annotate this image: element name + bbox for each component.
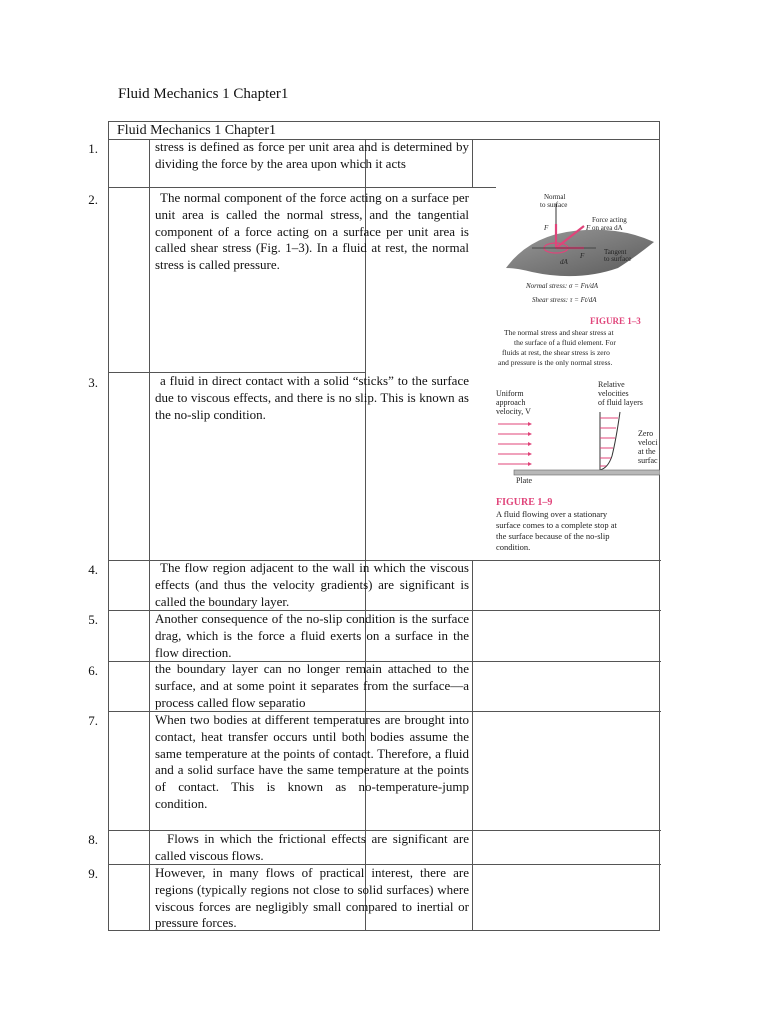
- figure-1-9: [494, 378, 660, 560]
- column-divider: [149, 139, 150, 930]
- label-plate: Plate: [516, 476, 532, 485]
- label-normal-2: to surface: [540, 201, 568, 209]
- row-text: stress is defined as force per unit area and is determined by dividing the force by the area upon which it acts: [155, 139, 469, 171]
- caption-line-3: the surface because of the no-slip: [496, 531, 610, 541]
- row-text: a fluid in direct contact with a solid “sticks” to the surface due to viscous effects, and there is no slip. This is known as the no-slip condition.: [155, 373, 469, 422]
- page-title: Fluid Mechanics 1 Chapter1: [118, 86, 289, 102]
- row-number: 8.: [88, 832, 98, 847]
- label-tangent: Tangent: [604, 248, 627, 256]
- label-zero-4: surfac: [638, 456, 658, 465]
- row-text: The flow region adjacent to the wall in which the viscous effects (and thus the velocity gradients) are significant is called the boundary layer.: [155, 560, 469, 609]
- label-force: Force acting: [592, 216, 627, 224]
- approach-arrowheads: [528, 422, 532, 466]
- row-text: the boundary layer can no longer remain attached to the surface, and at some point it separates from the surface—a process called flow separatio: [155, 661, 469, 710]
- equation-shear: Shear stress: τ = Ft/dA: [532, 296, 597, 304]
- row-number: 9.: [88, 866, 98, 881]
- row-number: 6.: [88, 663, 98, 678]
- row-text: The normal component of the force acting on a surface per unit area is called the normal stress, and the tangential component of a force acting on a surface per unit area is called shear stress (Fig. 1–3). In a fluid at rest, the normal stress is called pressure.: [155, 190, 469, 273]
- row-number: 3.: [88, 375, 98, 390]
- label-velocity: velocity, V: [496, 407, 531, 416]
- row-text: Flows in which the frictional effects are significant are called viscous flows.: [155, 831, 469, 863]
- column-divider: [472, 560, 473, 930]
- label-zero: Zero: [638, 429, 654, 438]
- label-uniform: Uniform: [496, 389, 524, 398]
- label-approach: approach: [496, 398, 526, 407]
- symbol-ft: F: [580, 252, 585, 260]
- row-number: 2.: [88, 192, 98, 207]
- label-normal: Normal: [544, 193, 566, 201]
- table-header-text: Fluid Mechanics 1 Chapter1: [117, 123, 277, 138]
- column-divider: [472, 139, 473, 187]
- label-tangent-2: to surface: [604, 255, 632, 263]
- label-fluid-layers: of fluid layers: [598, 398, 643, 407]
- caption-line-2: the surface of a fluid element. For: [514, 338, 616, 347]
- caption-line-1: The normal stress and shear stress at: [504, 328, 614, 337]
- row-text: When two bodies at different temperatures are brought into contact, heat transfer occurs until both bodies assume the same temperature at the points of contact. Therefore, a fluid and a solid surface have the same temperature at the points of contact. This is known as no-temperature-jump condition.: [155, 712, 469, 811]
- caption-line-3: fluids at rest, the shear stress is zero: [502, 348, 610, 357]
- row-number: 1.: [88, 141, 98, 156]
- caption-title: FIGURE 1–3: [590, 316, 641, 326]
- label-force-2: on area dA: [592, 224, 623, 232]
- row-text: Another consequence of the no-slip condition is the surface drag, which is the force a fluid exerts on a surface in the flow direction.: [155, 611, 469, 660]
- label-relative: Relative: [598, 380, 625, 389]
- table-header: [109, 122, 659, 140]
- row-number: 4.: [88, 562, 98, 577]
- plate: [514, 470, 660, 475]
- label-zero-2: veloci: [638, 438, 658, 447]
- caption-title: FIGURE 1–9: [496, 497, 553, 508]
- caption-line-4: condition.: [496, 542, 531, 552]
- label-zero-3: at the: [638, 447, 656, 456]
- caption-line-2: surface comes to a complete stop at: [496, 520, 617, 530]
- label-velocities: velocities: [598, 389, 629, 398]
- row-number: 7.: [88, 713, 98, 728]
- equation-normal: Normal stress: σ = Fn/dA: [526, 282, 599, 290]
- velocity-profile: [600, 412, 620, 470]
- caption-line-4: and pressure is the only normal stress.: [498, 358, 613, 367]
- figure-1-3: [492, 190, 660, 370]
- symbol-fn: F: [544, 224, 549, 232]
- row-text: However, in many flows of practical interest, there are regions (typically regions not close to solid surfaces) where viscous forces are negligibly small compared to inertial or pressure forces.: [155, 865, 469, 931]
- approach-arrows: [498, 424, 528, 464]
- caption-line-1: A fluid flowing over a stationary: [496, 509, 608, 519]
- row-number: 5.: [88, 612, 98, 627]
- symbol-da: dA: [560, 258, 568, 266]
- symbol-f: F: [586, 224, 591, 232]
